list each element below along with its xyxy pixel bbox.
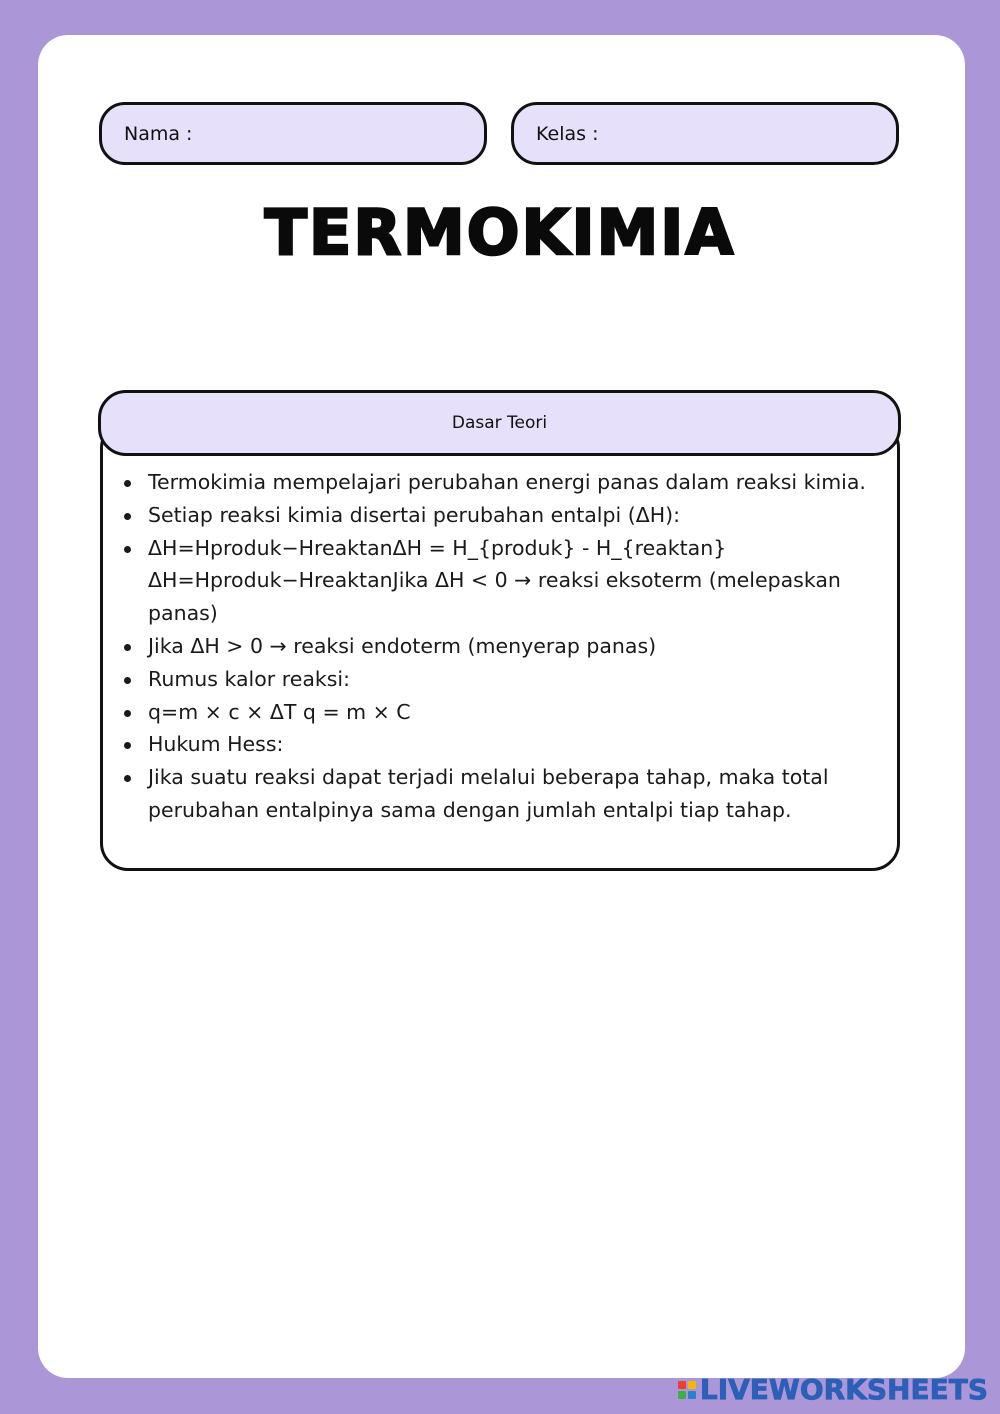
kelas-field bbox=[511, 102, 899, 165]
theory-header: Dasar Teori bbox=[98, 390, 901, 456]
kelas-label: Kelas : bbox=[536, 122, 599, 145]
page-title: TERMOKIMIA bbox=[264, 196, 736, 269]
nama-label: Nama : bbox=[124, 122, 193, 145]
nama-field bbox=[99, 102, 487, 165]
theory-item: Hukum Hess: bbox=[148, 728, 883, 761]
brand-name: LIVEWORKSHEETS bbox=[699, 1373, 988, 1406]
logo-square-blue bbox=[688, 1391, 696, 1399]
logo-square-green bbox=[678, 1391, 686, 1399]
logo-square-red bbox=[678, 1381, 686, 1389]
theory-item: Rumus kalor reaksi: bbox=[148, 663, 883, 696]
liveworksheets-logo-icon bbox=[678, 1381, 696, 1399]
theory-item: q=m × c × ΔT q = m × C bbox=[148, 696, 883, 729]
nama-input[interactable] bbox=[200, 113, 484, 155]
theory-list bbox=[148, 466, 883, 827]
theory-item: ΔH=Hproduk−HreaktanΔH = H_{produk} - H_{reaktan}ΔH=Hproduk−HreaktanJika ΔH < 0 → reaksi eksoterm (melepaskan panas) bbox=[148, 532, 883, 630]
theory-item: Jika suatu reaksi dapat terjadi melalui beberapa tahap, maka total perubahan entalpinya sama dengan jumlah entalpi tiap tahap. bbox=[148, 761, 883, 827]
kelas-input[interactable] bbox=[606, 113, 896, 155]
theory-item: Jika ΔH > 0 → reaksi endoterm (menyerap panas) bbox=[148, 630, 883, 663]
liveworksheets-brand[interactable] bbox=[678, 1373, 988, 1406]
theory-item: Termokimia mempelajari perubahan energi panas dalam reaksi kimia. bbox=[148, 466, 883, 499]
theory-item: Setiap reaksi kimia disertai perubahan entalpi (ΔH): bbox=[148, 499, 883, 532]
logo-square-yellow bbox=[688, 1381, 696, 1389]
